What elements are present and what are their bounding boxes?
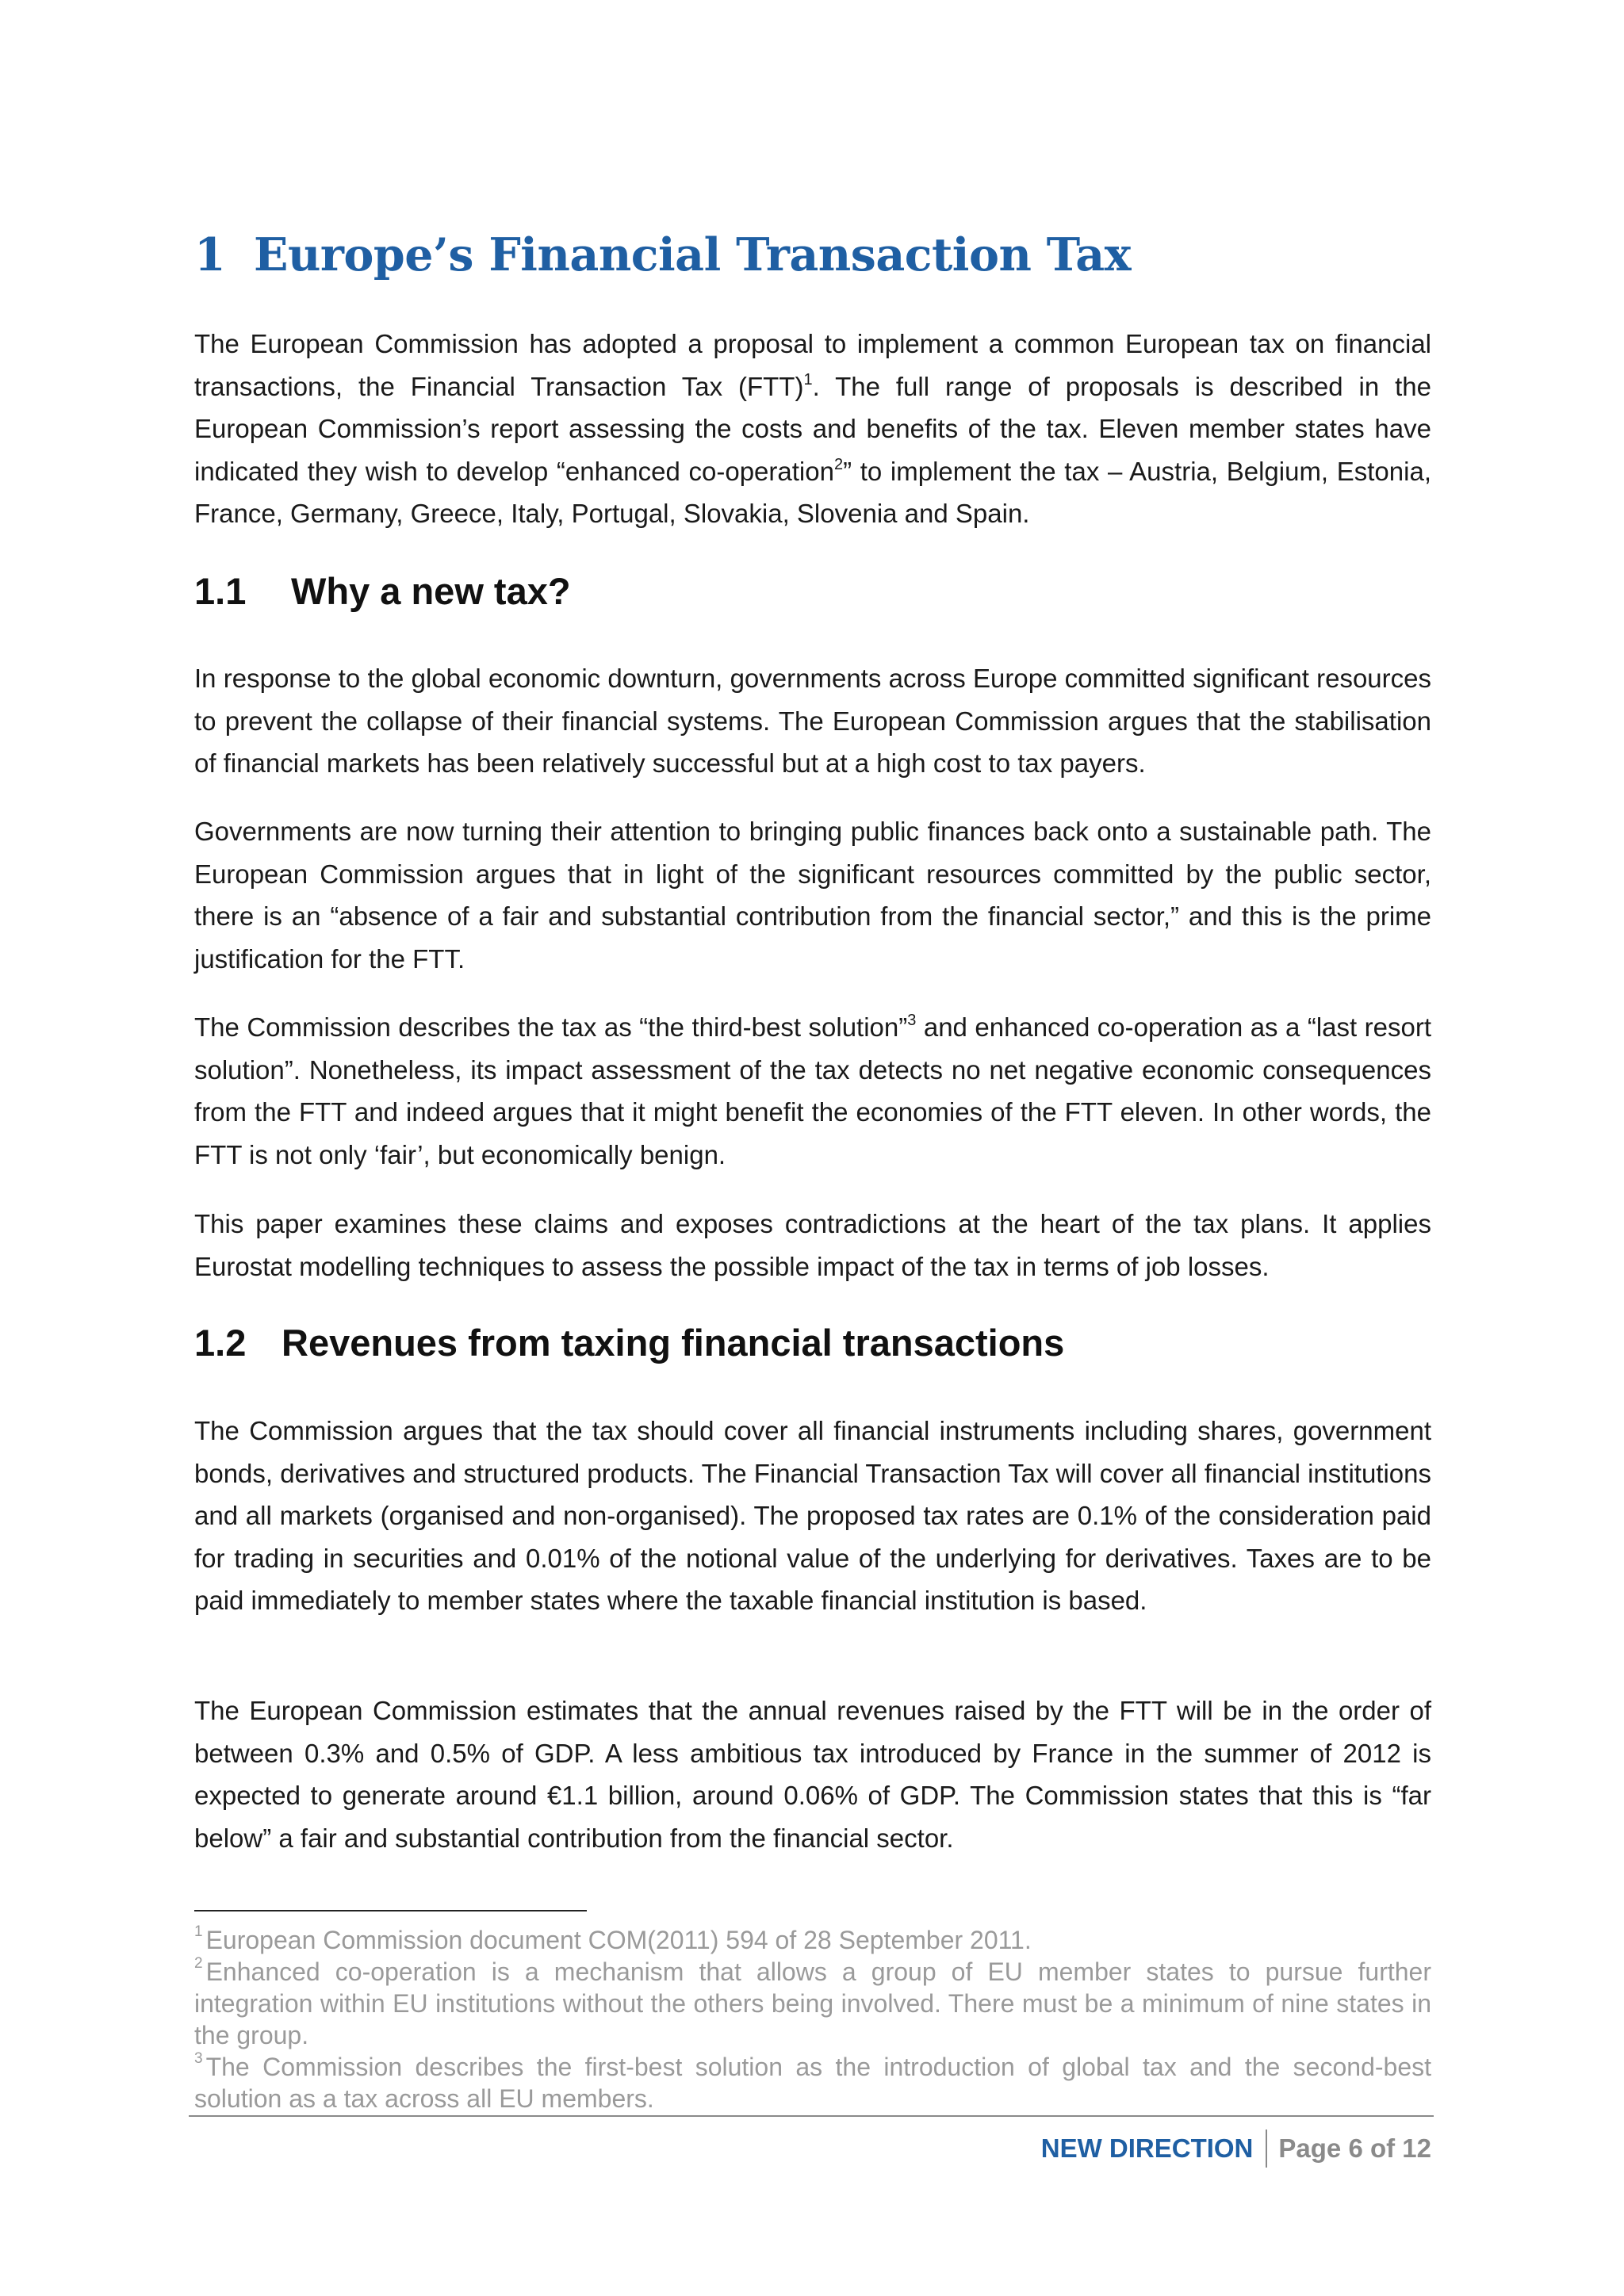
section-title: Revenues from taxing financial transactions xyxy=(282,1322,1065,1364)
footnote-text: The Commission describes the first-best solution as the introduction of global tax and the second-best solution as a tax across all EU members. xyxy=(194,2053,1431,2113)
text-run: The Commission describes the tax as “the third-best solution” xyxy=(194,1012,908,1042)
footnote-ref-2[interactable]: 2 xyxy=(833,455,844,473)
footer-brand: NEW DIRECTION xyxy=(1040,2133,1254,2163)
page-title xyxy=(194,228,1131,281)
footnote-3 xyxy=(194,2051,1431,2114)
paragraph: The Commission argues that the tax should cover all financial instruments including shares, government bonds, derivatives and structured products. The Financial Transaction Tax will cover all financial institutions and all markets (organised and non-organised). The proposed tax rates are 0.1% of the consideration paid for trading in securities and 0.01% of the notional value of the underlying for derivatives. Taxes are to be paid immediately to member states where the taxable financial institution is based. xyxy=(194,1416,1431,1615)
paragraph xyxy=(194,1006,1431,1176)
heading-number: 1 xyxy=(194,228,226,281)
footnote-mark: 1 xyxy=(194,1923,203,1941)
paragraph: This paper examines these claims and exposes contradictions at the heart of the tax plans. It applies Eurostat modelling techniques to assess the possible impact of the tax in terms of job losses. xyxy=(194,1209,1431,1281)
section-heading-1-2 xyxy=(194,1321,1064,1364)
footnote-ref-1[interactable]: 1 xyxy=(803,370,813,388)
footer-separator xyxy=(1266,2130,1267,2168)
footnote-text: European Commission document COM(2011) 594 of 28 September 2011. xyxy=(205,1926,1032,1954)
footnote-text: Enhanced co-operation is a mechanism that allows a group of EU member states to pursue further integration within EU institutions without the others being involved. There must be a minimum of nine states in the group. xyxy=(194,1957,1431,2049)
text-run: and enhanced co-operation as a “last resort solution”. Nonetheless, its impact assessment of the tax detects no net negative economic consequences from the FTT and indeed argues that it might benefit the economies of the FTT eleven. In other words, the FTT is not only ‘fair’, but economically benign. xyxy=(194,1012,1431,1169)
intro-paragraph xyxy=(194,323,1431,535)
section-heading-1-1 xyxy=(194,569,571,613)
paragraph: In response to the global economic downturn, governments across Europe committed significant resources to prevent the collapse of their financial systems. The European Commission argues that the stabilisation of financial markets has been relatively successful but at a high cost to tax payers. xyxy=(194,664,1431,778)
footnotes xyxy=(194,1924,1431,2114)
footnote-mark: 3 xyxy=(194,2050,203,2068)
text-run: . The full range of proposals is described in the European Commission’s report assessing the costs and benefits of the tax. Eleven member states have indicated they wish to develop “enhanced co-operation xyxy=(194,371,1431,486)
footnote-ref-3[interactable]: 3 xyxy=(907,1012,917,1029)
page-footer xyxy=(1041,2130,1431,2168)
section-number: 1.2 xyxy=(194,1322,247,1364)
text-run: The European Commission has adopted a proposal to implement a common European tax on financial transactions, the Financial Transaction Tax (FTT) xyxy=(194,329,1431,401)
text-run: ” to implement the tax – Austria, Belgium, Estonia, France, Germany, Greece, Italy, Portugal, Slovakia, Slovenia and Spain. xyxy=(194,456,1431,528)
footnote-mark: 2 xyxy=(194,1955,203,1973)
paragraph: Governments are now turning their attention to bringing public finances back onto a sustainable path. The European Commission argues that in light of the significant resources committed by the public sector, there is an “absence of a fair and substantial contribution from the financial sector,” and this is the prime justification for the FTT. xyxy=(194,817,1431,974)
footer-divider xyxy=(189,2115,1434,2117)
footnote-2 xyxy=(194,1956,1431,2051)
heading-text: Europe’s Financial Transaction Tax xyxy=(254,228,1132,281)
section-number: 1.1 xyxy=(194,570,247,612)
footnote-divider xyxy=(194,1910,587,1911)
section-title: Why a new tax? xyxy=(291,570,571,612)
page-number: Page 6 of 12 xyxy=(1278,2133,1431,2163)
footnote-1 xyxy=(194,1924,1431,1956)
paragraph: The European Commission estimates that the annual revenues raised by the FTT will be in the order of between 0.3% and 0.5% of GDP. A less ambitious tax introduced by France in the summer of 2012 is expected to generate around €1.1 billion, around 0.06% of GDP. The Commission states that this is “far below” a fair and substantial contribution from the financial sector. xyxy=(194,1696,1431,1853)
